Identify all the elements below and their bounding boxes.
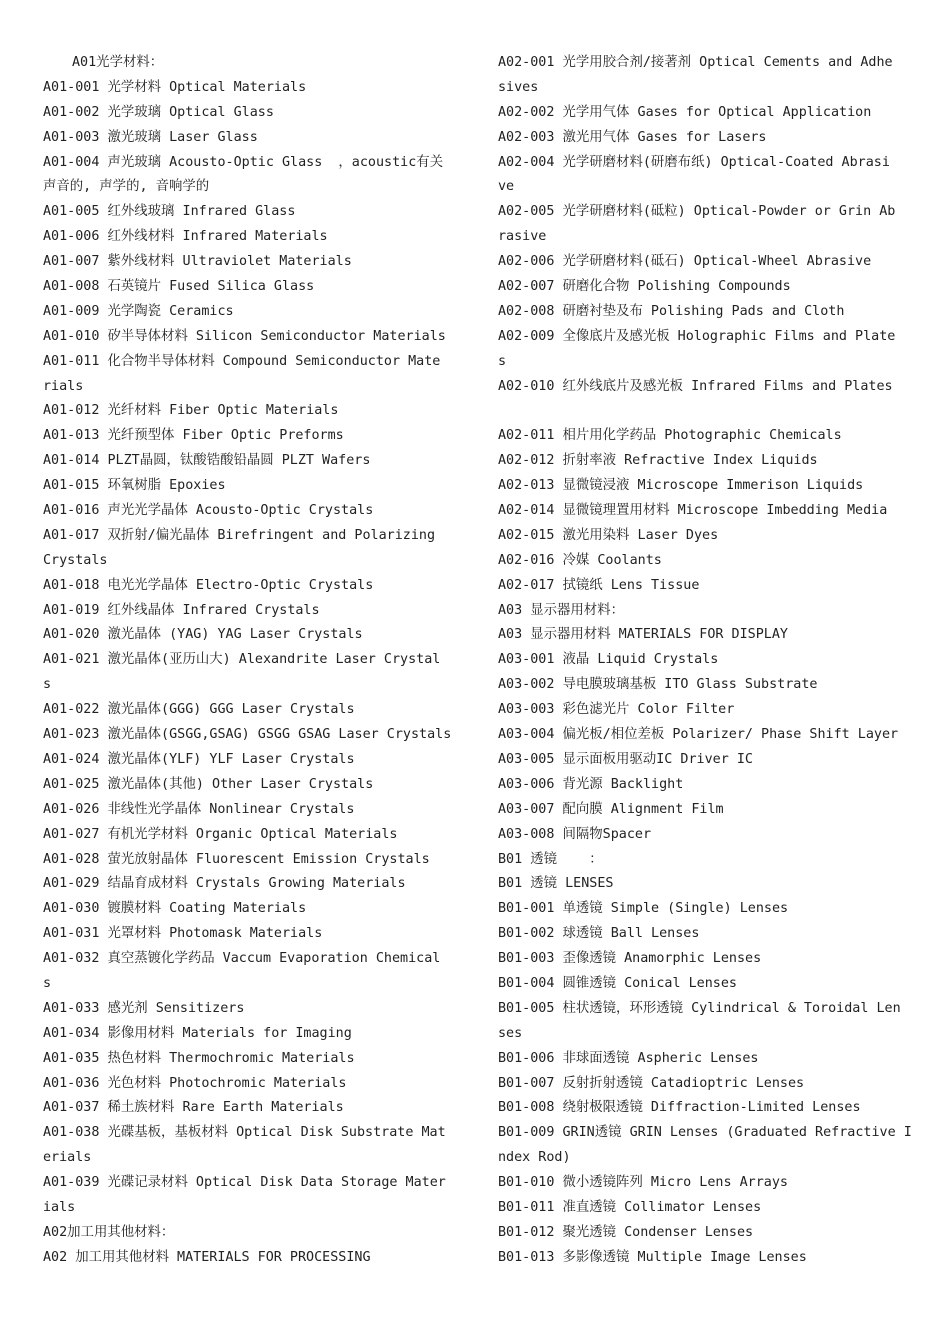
- text-line: A01-006 红外线材料 Infrared Materials: [43, 229, 328, 245]
- text-line: A01-001 光学材料 Optical Materials: [43, 79, 307, 95]
- text-line: A02-009 全像底片及感光板 Holographic Films and Plate: [498, 328, 896, 344]
- text-line: A01-004 声光玻璃 Acousto-Optic Glass ，acoustic有关: [43, 154, 444, 170]
- text-line: A01-024 激光晶体(YLF) YLF Laser Crystals: [43, 751, 355, 767]
- blank-line: [498, 399, 923, 424]
- text-line: A01-032 真空蒸镀化学药品 Vaccum Evaporation Chemical: [43, 951, 441, 967]
- text-line: A01-026 非线性光学晶体 Nonlinear Crystals: [43, 801, 355, 817]
- text-line: A03 显示器用材料 MATERIALS FOR DISPLAY: [498, 627, 788, 643]
- text-line: rials: [43, 378, 84, 394]
- text-line: A01-020 激光晶体 (YAG) YAG Laser Crystals: [43, 627, 363, 643]
- text-line: A03-007 配向膜 Alignment Film: [498, 801, 724, 817]
- text-line: A03-008 间隔物Spacer: [498, 826, 652, 842]
- text-line: A02-011 相片用化学药品 Photographic Chemicals: [498, 428, 842, 444]
- text-line: A01-036 光色材料 Photochromic Materials: [43, 1075, 347, 1091]
- text-line: B01-006 非球面透镜 Aspheric Lenses: [498, 1050, 759, 1066]
- text-line: ve: [498, 179, 515, 195]
- text-line: A01-015 环氧树脂 Epoxies: [43, 478, 226, 494]
- text-line: A01-035 热色材料 Thermochromic Materials: [43, 1050, 355, 1066]
- text-line: A01-016 声光光学晶体 Acousto-Optic Crystals: [43, 503, 374, 519]
- text-line: A03-005 显示面板用驱动IC Driver IC: [498, 751, 753, 767]
- text-line: A01-037 稀土族材料 Rare Earth Materials: [43, 1100, 344, 1116]
- text-line: A01-021 激光晶体(亚历山大) Alexandrite Laser Crystal: [43, 652, 441, 668]
- text-line: A01-013 光纤预型体 Fiber Optic Preforms: [43, 428, 344, 444]
- text-line: A02-001 光学用胶合剂/接著剂 Optical Cements and Adhe: [498, 55, 893, 70]
- text-line: A01-034 影像用材料 Materials for Imaging: [43, 1025, 352, 1041]
- text-line: 声音的, 声学的, 音响学的: [43, 179, 210, 195]
- text-line: A02-012 折射率液 Refractive Index Liquids: [498, 453, 818, 469]
- text-line: A01-007 紫外线材料 Ultraviolet Materials: [43, 254, 352, 270]
- text-line: A03-003 彩色滤光片 Color Filter: [498, 702, 735, 718]
- text-line: B01-001 单透镜 Simple (Single) Lenses: [498, 901, 789, 917]
- text-line: B01-007 反射折射透镜 Catadioptric Lenses: [498, 1075, 805, 1091]
- text-line: A01-017 双折射/偏光晶体 Birefringent and Polarizing: [43, 527, 436, 543]
- text-line: A02-002 光学用气体 Gases for Optical Application: [498, 104, 872, 120]
- text-line: A02加工用其他材料：: [43, 1224, 175, 1240]
- text-line: A01-027 有机光学材料 Organic Optical Materials: [43, 826, 398, 842]
- text-line: rasive: [498, 229, 547, 245]
- text-line: B01-003 歪像透镜 Anamorphic Lenses: [498, 951, 762, 967]
- text-line: A02-005 光学研磨材料(砥粒) Optical-Powder or Grin Ab: [498, 204, 896, 220]
- text-line: B01-012 聚光透镜 Condenser Lenses: [498, 1224, 754, 1240]
- text-line: ials: [43, 1199, 76, 1215]
- text-line: ndex Rod): [498, 1150, 571, 1166]
- text-line: A01-023 激光晶体(GSGG,GSAG) GSGG GSAG Laser Crystals: [43, 727, 452, 743]
- text-line: A02-015 激光用染料 Laser Dyes: [498, 527, 719, 543]
- text-line: A03 显示器用材料：: [498, 602, 624, 618]
- text-line: B01-013 多影像透镜 Multiple Image Lenses: [498, 1249, 807, 1265]
- text-line: A03-006 背光源 Backlight: [498, 776, 684, 792]
- text-line: B01-010 微小透镜阵列 Micro Lens Arrays: [498, 1175, 788, 1191]
- text-line: A01-030 镀膜材料 Coating Materials: [43, 901, 307, 917]
- text-line: A01-010 矽半导体材料 Silicon Semiconductor Materials: [43, 328, 446, 344]
- text-line: A01光学材料：: [72, 55, 164, 70]
- text-line: A02-006 光学研磨材料(砥石) Optical-Wheel Abrasive: [498, 254, 872, 270]
- text-line: A01-025 激光晶体(其他) Other Laser Crystals: [43, 776, 374, 792]
- text-line: B01-009 GRIN透镜 GRIN Lenses (Graduated Refractive I: [498, 1125, 912, 1141]
- text-line: A01-005 红外线玻璃 Infrared Glass: [43, 204, 296, 220]
- text-line: A02-007 研磨化合物 Polishing Compounds: [498, 279, 791, 295]
- text-line: A01-029 结晶育成材料 Crystals Growing Materials: [43, 876, 406, 892]
- text-line: A02-003 激光用气体 Gases for Lasers: [498, 129, 767, 145]
- text-line: B01-008 绕射极限透镜 Diffraction-Limited Lenses: [498, 1100, 861, 1116]
- text-line: A01-022 激光晶体(GGG) GGG Laser Crystals: [43, 702, 355, 718]
- text-line: A01-031 光罩材料 Photomask Materials: [43, 926, 323, 942]
- text-line: A01-028 萤光放射晶体 Fluorescent Emission Crystals: [43, 851, 430, 867]
- text-line: A03-001 液晶 Liquid Crystals: [498, 652, 719, 668]
- text-line: A02-017 拭镜纸 Lens Tissue: [498, 577, 700, 593]
- text-line: s: [43, 677, 52, 693]
- text-line: A01-018 电光光学晶体 Electro-Optic Crystals: [43, 577, 374, 593]
- text-line: A01-011 化合物半导体材料 Compound Semiconductor Mate: [43, 353, 441, 369]
- text-line: B01 透镜 LENSES: [498, 876, 614, 892]
- text-line: A01-019 红外线晶体 Infrared Crystals: [43, 602, 320, 618]
- text-line: B01-004 圆锥透镜 Conical Lenses: [498, 975, 737, 991]
- text-line: A02-016 冷媒 Coolants: [498, 552, 662, 568]
- text-line: s: [498, 353, 507, 369]
- right-column: [498, 51, 923, 1271]
- text-line: A03-004 偏光板/相位差板 Polarizer/ Phase Shift Layer: [498, 727, 899, 743]
- text-line: erials: [43, 1150, 92, 1166]
- text-line: A02-008 研磨衬垫及布 Polishing Pads and Cloth: [498, 303, 845, 319]
- text-line: A01-002 光学玻璃 Optical Glass: [43, 104, 274, 120]
- left-column: [43, 51, 468, 1271]
- text-line: s: [43, 975, 52, 991]
- text-line: A01-039 光碟记录材料 Optical Disk Data Storage Mater: [43, 1175, 446, 1191]
- text-line: A03-002 导电膜玻璃基板 ITO Glass Substrate: [498, 677, 818, 693]
- text-line: B01 透镜 ：: [498, 851, 603, 867]
- text-line: A01-038 光碟基板，基板材料 Optical Disk Substrate Mat: [43, 1125, 446, 1141]
- text-line: A01-012 光纤材料 Fiber Optic Materials: [43, 403, 339, 419]
- text-line: A01-003 激光玻璃 Laser Glass: [43, 129, 258, 145]
- text-line: A01-008 石英镜片 Fused Silica Glass: [43, 279, 315, 295]
- text-line: A02 加工用其他材料 MATERIALS FOR PROCESSING: [43, 1249, 371, 1265]
- text-line: A01-033 感光剂 Sensitizers: [43, 1000, 245, 1016]
- text-line: A01-009 光学陶瓷 Ceramics: [43, 303, 234, 319]
- text-line: A02-004 光学研磨材料(研磨布纸) Optical-Coated Abrasi: [498, 154, 890, 170]
- text-line: B01-002 球透镜 Ball Lenses: [498, 926, 700, 942]
- text-line: B01-005 柱状透镜，环形透镜 Cylindrical & Toroidal Len: [498, 1000, 901, 1016]
- text-line: Crystals: [43, 552, 108, 568]
- text-line: B01-011 准直透镜 Collimator Lenses: [498, 1199, 762, 1215]
- text-line: ses: [498, 1025, 523, 1041]
- text-line: A02-013 显微镜浸液 Microscope Immerison Liquids: [498, 478, 864, 494]
- text-line: A02-014 显微镜理置用材料 Microscope Imbedding Media: [498, 503, 888, 519]
- text-line: A02-010 红外线底片及感光板 Infrared Films and Plates: [498, 378, 893, 394]
- text-line: sives: [498, 79, 539, 95]
- text-line: A01-014 PLZT晶圆，钛酸锆酸铅晶圆 PLZT Wafers: [43, 453, 371, 469]
